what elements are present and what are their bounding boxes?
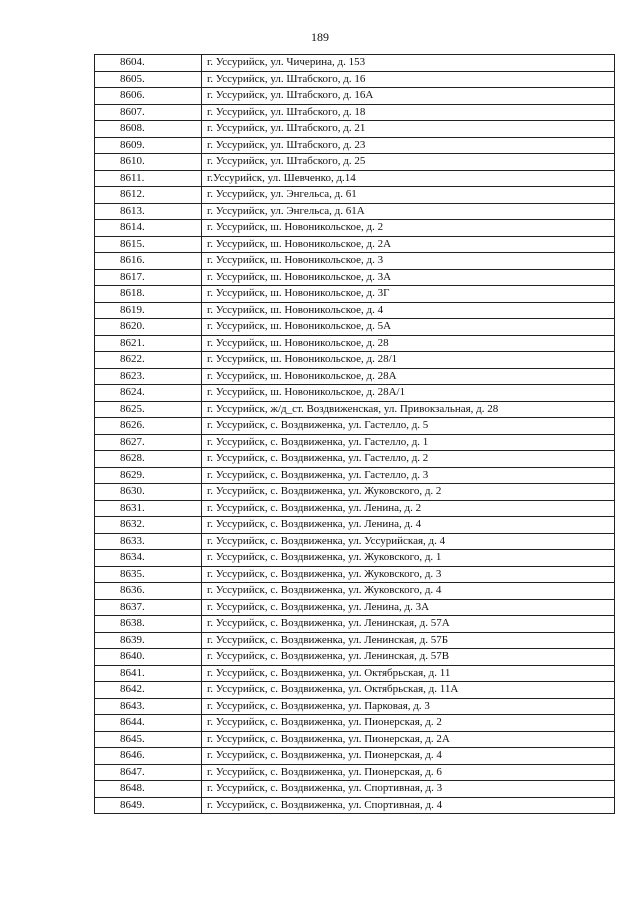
row-address: г. Уссурийск, с. Воздвиженка, ул. Пионерская, д. 2А [202, 731, 615, 748]
row-address: г.Уссурийск, ул. Шевченко, д.14 [202, 170, 615, 187]
row-address: г. Уссурийск, ш. Новоникольское, д. 3А [202, 269, 615, 286]
row-address: г. Уссурийск, ш. Новоникольское, д. 28/1 [202, 352, 615, 369]
row-address: г. Уссурийск, ш. Новоникольское, д. 3Г [202, 286, 615, 303]
table-row [95, 335, 615, 352]
row-number: 8615. [95, 236, 202, 253]
row-address: г. Уссурийск, с. Воздвиженка, ул. Ленинская, д. 57Б [202, 632, 615, 649]
row-number: 8646. [95, 748, 202, 765]
table-row [95, 220, 615, 237]
row-address: г. Уссурийск, ул. Штабского, д. 23 [202, 137, 615, 154]
table-row [95, 286, 615, 303]
row-address: г. Уссурийск, с. Воздвиженка, ул. Пионерская, д. 4 [202, 748, 615, 765]
table-row [95, 451, 615, 468]
row-number: 8635. [95, 566, 202, 583]
table-row [95, 385, 615, 402]
row-address: г. Уссурийск, с. Воздвиженка, ул. Уссурийская, д. 4 [202, 533, 615, 550]
row-address: г. Уссурийск, ш. Новоникольское, д. 28 [202, 335, 615, 352]
table-row [95, 665, 615, 682]
row-address: г. Уссурийск, с. Воздвиженка, ул. Спортивная, д. 3 [202, 781, 615, 798]
table-row [95, 137, 615, 154]
row-number: 8630. [95, 484, 202, 501]
row-number: 8617. [95, 269, 202, 286]
table-row [95, 88, 615, 105]
table-row [95, 748, 615, 765]
row-address: г. Уссурийск, ш. Новоникольское, д. 28А [202, 368, 615, 385]
row-number: 8612. [95, 187, 202, 204]
address-table [94, 54, 615, 814]
row-address: г. Уссурийск, ул. Чичерина, д. 153 [202, 55, 615, 72]
row-number: 8608. [95, 121, 202, 138]
table-row [95, 632, 615, 649]
row-address: г. Уссурийск, ул. Штабского, д. 25 [202, 154, 615, 171]
table-row [95, 533, 615, 550]
row-address: г. Уссурийск, с. Воздвиженка, ул. Октябрьская, д. 11А [202, 682, 615, 699]
row-number: 8638. [95, 616, 202, 633]
table-row [95, 368, 615, 385]
row-address: г. Уссурийск, ул. Энгельса, д. 61А [202, 203, 615, 220]
row-address: г. Уссурийск, ш. Новоникольское, д. 3 [202, 253, 615, 270]
row-number: 8623. [95, 368, 202, 385]
table-row [95, 500, 615, 517]
table-row [95, 434, 615, 451]
table-row [95, 649, 615, 666]
table-row [95, 550, 615, 567]
row-address: г. Уссурийск, с. Воздвиженка, ул. Ленинская, д. 57В [202, 649, 615, 666]
table-row [95, 599, 615, 616]
row-address: г. Уссурийск, с. Воздвиженка, ул. Ленина, д. 3А [202, 599, 615, 616]
table-row [95, 566, 615, 583]
row-address: г. Уссурийск, с. Воздвиженка, ул. Ленина, д. 2 [202, 500, 615, 517]
table-row [95, 418, 615, 435]
row-number: 8625. [95, 401, 202, 418]
table-row [95, 253, 615, 270]
table-row [95, 764, 615, 781]
table-row [95, 104, 615, 121]
row-address: г. Уссурийск, с. Воздвиженка, ул. Гастелло, д. 1 [202, 434, 615, 451]
row-address: г. Уссурийск, с. Воздвиженка, ул. Жуковского, д. 2 [202, 484, 615, 501]
row-number: 8613. [95, 203, 202, 220]
row-number: 8624. [95, 385, 202, 402]
row-number: 8629. [95, 467, 202, 484]
row-number: 8634. [95, 550, 202, 567]
row-address: г. Уссурийск, с. Воздвиженка, ул. Жуковского, д. 3 [202, 566, 615, 583]
table-row [95, 154, 615, 171]
table-row [95, 682, 615, 699]
row-number: 8636. [95, 583, 202, 600]
row-number: 8611. [95, 170, 202, 187]
row-number: 8604. [95, 55, 202, 72]
table-row [95, 401, 615, 418]
row-number: 8647. [95, 764, 202, 781]
row-address: г. Уссурийск, ул. Штабского, д. 16 [202, 71, 615, 88]
row-address: г. Уссурийск, ш. Новоникольское, д. 28А/1 [202, 385, 615, 402]
row-number: 8610. [95, 154, 202, 171]
row-address: г. Уссурийск, с. Воздвиженка, ул. Пионерская, д. 6 [202, 764, 615, 781]
row-number: 8631. [95, 500, 202, 517]
row-number: 8626. [95, 418, 202, 435]
address-table-body [95, 55, 615, 814]
row-number: 8606. [95, 88, 202, 105]
row-number: 8614. [95, 220, 202, 237]
row-number: 8641. [95, 665, 202, 682]
row-address: г. Уссурийск, ул. Энгельса, д. 61 [202, 187, 615, 204]
row-number: 8649. [95, 797, 202, 814]
row-number: 8639. [95, 632, 202, 649]
row-address: г. Уссурийск, с. Воздвиженка, ул. Гастелло, д. 3 [202, 467, 615, 484]
table-row [95, 269, 615, 286]
row-number: 8642. [95, 682, 202, 699]
row-number: 8633. [95, 533, 202, 550]
row-number: 8644. [95, 715, 202, 732]
row-address: г. Уссурийск, с. Воздвиженка, ул. Жуковского, д. 1 [202, 550, 615, 567]
row-address: г. Уссурийск, с. Воздвиженка, ул. Ленинская, д. 57А [202, 616, 615, 633]
row-number: 8622. [95, 352, 202, 369]
table-row [95, 187, 615, 204]
row-address: г. Уссурийск, ш. Новоникольское, д. 2А [202, 236, 615, 253]
row-number: 8632. [95, 517, 202, 534]
table-row [95, 352, 615, 369]
table-row [95, 715, 615, 732]
row-number: 8609. [95, 137, 202, 154]
table-row [95, 55, 615, 72]
table-row [95, 302, 615, 319]
table-row [95, 236, 615, 253]
table-row [95, 203, 615, 220]
table-row [95, 781, 615, 798]
row-address: г. Уссурийск, ш. Новоникольское, д. 5А [202, 319, 615, 336]
row-address: г. Уссурийск, с. Воздвиженка, ул. Октябрьская, д. 11 [202, 665, 615, 682]
row-number: 8618. [95, 286, 202, 303]
row-address: г. Уссурийск, с. Воздвиженка, ул. Гастелло, д. 2 [202, 451, 615, 468]
table-row [95, 467, 615, 484]
row-address: г. Уссурийск, с. Воздвиженка, ул. Спортивная, д. 4 [202, 797, 615, 814]
table-row [95, 71, 615, 88]
row-address: г. Уссурийск, ж/д_ст. Воздвиженская, ул. Привокзальная, д. 28 [202, 401, 615, 418]
row-number: 8643. [95, 698, 202, 715]
row-address: г. Уссурийск, ул. Штабского, д. 21 [202, 121, 615, 138]
row-number: 8628. [95, 451, 202, 468]
row-number: 8627. [95, 434, 202, 451]
row-number: 8619. [95, 302, 202, 319]
row-address: г. Уссурийск, ул. Штабского, д. 18 [202, 104, 615, 121]
table-row [95, 170, 615, 187]
row-number: 8621. [95, 335, 202, 352]
table-row [95, 484, 615, 501]
row-number: 8607. [95, 104, 202, 121]
table-row [95, 797, 615, 814]
table-row [95, 517, 615, 534]
row-address: г. Уссурийск, с. Воздвиженка, ул. Парковая, д. 3 [202, 698, 615, 715]
table-row [95, 731, 615, 748]
row-address: г. Уссурийск, ш. Новоникольское, д. 4 [202, 302, 615, 319]
page-number: 189 [311, 30, 329, 44]
row-address: г. Уссурийск, с. Воздвиженка, ул. Гастелло, д. 5 [202, 418, 615, 435]
row-number: 8645. [95, 731, 202, 748]
row-number: 8605. [95, 71, 202, 88]
table-row [95, 319, 615, 336]
row-number: 8616. [95, 253, 202, 270]
row-number: 8637. [95, 599, 202, 616]
row-number: 8648. [95, 781, 202, 798]
row-number: 8640. [95, 649, 202, 666]
table-row [95, 698, 615, 715]
row-address: г. Уссурийск, ул. Штабского, д. 16А [202, 88, 615, 105]
row-address: г. Уссурийск, с. Воздвиженка, ул. Ленина, д. 4 [202, 517, 615, 534]
table-row [95, 121, 615, 138]
row-address: г. Уссурийск, с. Воздвиженка, ул. Пионерская, д. 2 [202, 715, 615, 732]
table-row [95, 583, 615, 600]
table-row [95, 616, 615, 633]
row-number: 8620. [95, 319, 202, 336]
row-address: г. Уссурийск, ш. Новоникольское, д. 2 [202, 220, 615, 237]
row-address: г. Уссурийск, с. Воздвиженка, ул. Жуковского, д. 4 [202, 583, 615, 600]
